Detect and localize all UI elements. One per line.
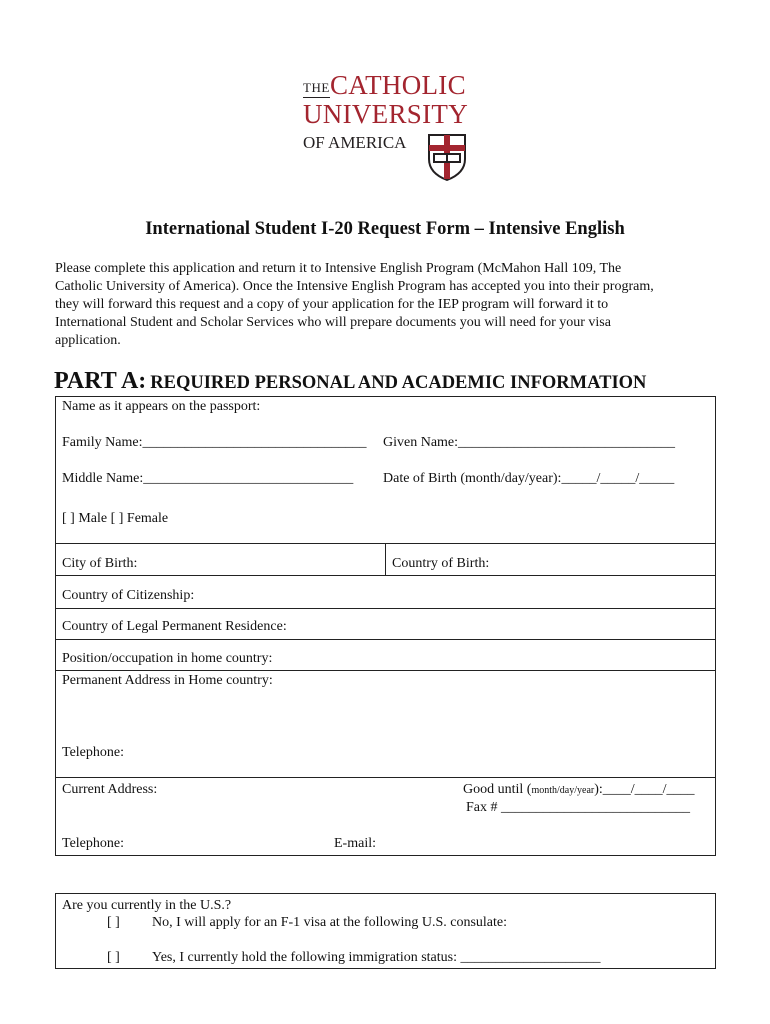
country-of-birth-field[interactable]: Country of Birth:: [392, 556, 490, 571]
passport-name-label: Name as it appears on the passport:: [62, 399, 261, 414]
intro-line: they will forward this request and a copy of your application for the IEP program will forward it to: [55, 297, 609, 312]
current-telephone-field[interactable]: Telephone:: [62, 836, 124, 851]
option-yes-checkbox[interactable]: [ ]: [107, 950, 120, 965]
intro-line: Catholic University of America). Once the Intensive English Program has accepted you into their program,: [55, 279, 654, 294]
divider: [56, 670, 715, 671]
divider: [385, 543, 386, 575]
good-until-blanks: ):____/____/____: [594, 782, 695, 797]
option-no-checkbox[interactable]: [ ]: [107, 915, 120, 930]
position-occupation-field[interactable]: Position/occupation in home country:: [62, 651, 273, 666]
divider: [56, 639, 715, 640]
intro-line: application.: [55, 333, 121, 348]
part-a-label: PART A:: [54, 368, 147, 394]
home-telephone-field[interactable]: Telephone:: [62, 745, 124, 760]
form-title: International Student I-20 Request Form – Intensive English: [145, 219, 625, 239]
country-of-citizenship-field[interactable]: Country of Citizenship:: [62, 588, 195, 603]
email-field[interactable]: E-mail:: [334, 836, 376, 851]
good-until-format: month/day/year: [531, 785, 595, 796]
gender-checkboxes[interactable]: [ ] Male [ ] Female: [62, 511, 169, 526]
university-logo: [300, 70, 475, 185]
shield-icon: [427, 133, 467, 181]
logo-the: THE: [303, 80, 330, 95]
permanent-address-field[interactable]: Permanent Address in Home country:: [62, 673, 273, 688]
logo-catholic: CATHOLIC: [330, 70, 466, 100]
fax-field[interactable]: Fax # ___________________________: [466, 800, 690, 815]
current-address-field[interactable]: Current Address:: [62, 782, 158, 797]
us-status-section: [55, 893, 716, 969]
family-name-field[interactable]: Family Name:________________________________: [62, 435, 367, 450]
good-until-field[interactable]: [463, 782, 695, 798]
part-a-heading: [54, 368, 646, 395]
option-yes-label: Yes, I currently hold the following immigration status: ____________________: [152, 950, 601, 965]
divider: [56, 575, 715, 576]
us-status-question: Are you currently in the U.S.?: [62, 898, 232, 913]
intro-paragraph: [55, 260, 725, 350]
divider: [56, 777, 715, 778]
city-of-birth-field[interactable]: City of Birth:: [62, 556, 138, 571]
good-until-label: Good until (: [463, 782, 532, 797]
date-of-birth-field[interactable]: Date of Birth (month/day/year):_____/_____/_____: [383, 471, 675, 486]
middle-name-field[interactable]: Middle Name:______________________________: [62, 471, 354, 486]
given-name-field[interactable]: Given Name:_______________________________: [383, 435, 676, 450]
logo-of-america: OF AMERICA: [303, 133, 407, 152]
country-of-residence-field[interactable]: Country of Legal Permanent Residence:: [62, 619, 287, 634]
part-a-form: [55, 396, 716, 856]
logo-university: UNIVERSITY: [303, 99, 468, 129]
divider: [56, 608, 715, 609]
intro-line: Please complete this application and return it to Intensive English Program (McMahon Hall 109, The: [55, 261, 622, 276]
option-no-label: No, I will apply for an F-1 visa at the following U.S. consulate:: [152, 915, 507, 930]
part-a-title: REQUIRED PERSONAL AND ACADEMIC INFORMATION: [150, 373, 647, 393]
intro-line: International Student and Scholar Services who will prepare documents you will need for your visa: [55, 315, 611, 330]
